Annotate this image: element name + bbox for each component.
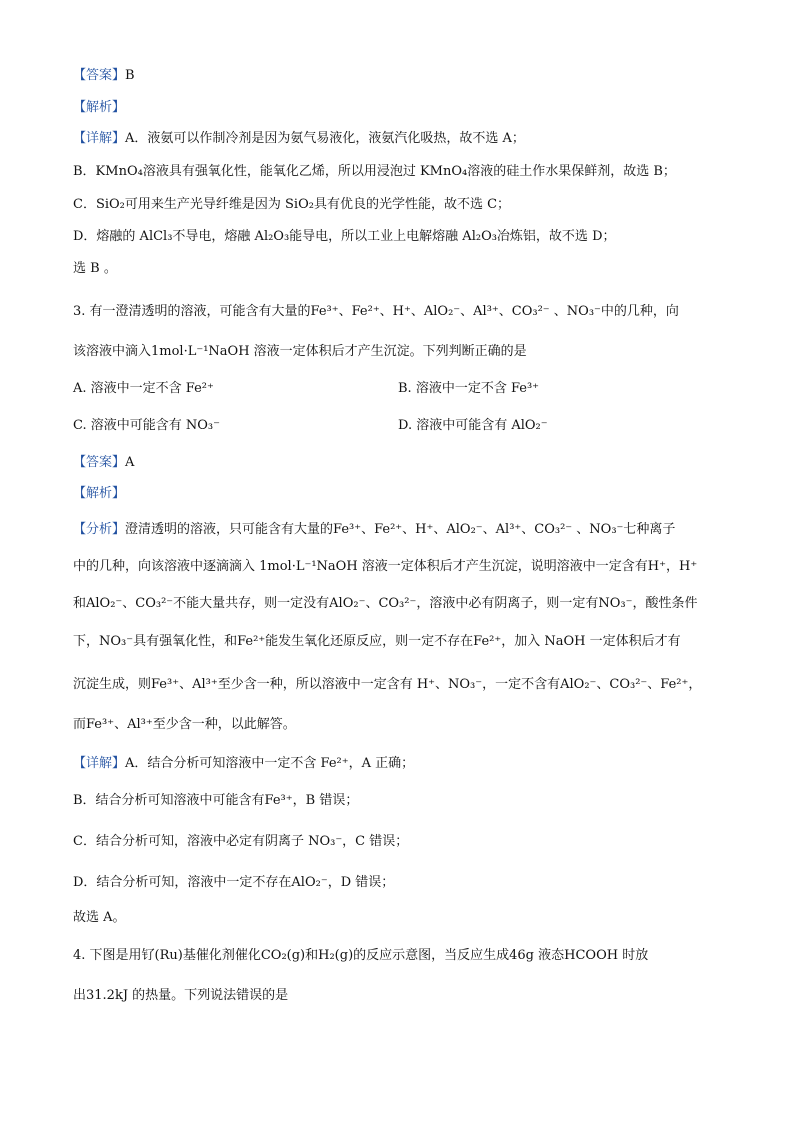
answer-tag: 【答案】	[73, 68, 126, 83]
q3-option-b: B. 溶液中一定不含 Fe³⁺	[398, 381, 540, 396]
q3-option-a: A. 溶液中一定不含 Fe²⁺	[73, 381, 214, 396]
q2-answer-line	[73, 66, 135, 86]
answer-value: A	[125, 455, 135, 470]
q3-detail-b: B．结合分析可知溶液中可能含有Fe³⁺，B 错误；	[73, 793, 359, 808]
answer-value: B	[125, 68, 135, 83]
fenxi-tag: 【分析】	[73, 522, 126, 537]
detail-a-text: A．液氨可以作制冷剂是因为氨气易液化，液氨汽化吸热，故不选 A；	[125, 131, 525, 146]
detail-tag: 【详解】	[73, 131, 126, 146]
q3-stem-line-1: 3. 有一澄清透明的溶液，可能含有大量的Fe³⁺、Fe²⁺、H⁺、AlO₂⁻、Al³⁺、CO₃²⁻ 、NO₃⁻中的几种，向	[73, 304, 679, 319]
q3-detail-a	[73, 754, 414, 774]
detail-tag: 【详解】	[73, 756, 126, 771]
q2-detail-b: B．KMnO₄溶液具有强氧化性，能氧化乙烯，所以用浸泡过 KMnO₄溶液的硅土作水果保鲜剂，故选 B；	[73, 164, 676, 179]
q2-detail-d: D．熔融的 AlCl₃不导电，熔融 Al₂O₃能导电，所以工业上电解熔融 Al₂O₃冶炼铝，故不选 D；	[73, 229, 616, 244]
q3-fenxi-line-4: 下，NO₃⁻具有强氧化性，和Fe²⁺能发生氧化还原反应，则一定不存在Fe²⁺，加入 NaOH 一定体积后才有	[73, 634, 681, 649]
q3-option-c: C. 溶液中可能含有 NO₃⁻	[73, 418, 220, 433]
q3-stem-line-2: 该溶液中滴入1mol·L⁻¹NaOH 溶液一定体积后才产生沉淀。下列判断正确的是	[73, 344, 527, 359]
q4-stem-line-2: 出31.2kJ 的热量。下列说法错误的是	[73, 988, 289, 1003]
q2-detail-c: C．SiO₂可用来生产光导纤维是因为 SiO₂具有优良的光学性能，故不选 C；	[73, 197, 511, 212]
q3-choice: 故选 A。	[73, 910, 126, 925]
q3-answer-line	[73, 453, 134, 473]
q3-fenxi-line-1	[73, 520, 675, 540]
q3-detail-d: D．结合分析可知，溶液中一定不存在AlO₂⁻，D 错误；	[73, 875, 395, 890]
q3-fenxi-line-5: 沉淀生成，则Fe³⁺、Al³⁺至少含一种，所以溶液中一定含有 H⁺、NO₃⁻，一定不含有AlO₂⁻、CO₃²⁻、Fe²⁺，	[73, 677, 702, 692]
q3-fenxi-line-3: 和AlO₂⁻、CO₃²⁻不能大量共存，则一定没有AlO₂⁻、CO₃²⁻，溶液中必有阴离子，则一定有NO₃⁻，酸性条件	[73, 596, 698, 611]
answer-tag: 【答案】	[73, 455, 126, 470]
q2-choice: 选 B 。	[73, 261, 117, 276]
detail-a-text: A．结合分析可知溶液中一定不含 Fe²⁺，A 正确；	[125, 756, 415, 771]
q3-fenxi-line-2: 中的几种，向该溶液中逐滴滴入 1mol·L⁻¹NaOH 溶液一定体积后才产生沉淀，说明溶液中一定含有H⁺，H⁺	[73, 559, 698, 574]
q3-option-d: D. 溶液中可能含有 AlO₂⁻	[398, 418, 548, 433]
q3-fenxi-line-6: 而Fe³⁺、Al³⁺至少含一种，以此解答。	[73, 717, 296, 732]
q3-detail-c: C．结合分析可知，溶液中必定有阴离子 NO₃⁻，C 错误；	[73, 834, 409, 849]
q2-detail-a	[73, 129, 525, 149]
q2-analysis-tag: 【解析】	[73, 100, 126, 115]
q4-stem-line-1: 4. 下图是用钌(Ru)基催化剂催化CO₂(g)和H₂(g)的反应示意图，当反应生成46g 液态HCOOH 时放	[73, 948, 649, 963]
fenxi-text-1: 澄清透明的溶液，只可能含有大量的Fe³⁺、Fe²⁺、H⁺、AlO₂⁻、Al³⁺、CO₃²⁻ 、NO₃⁻七种离子	[125, 522, 676, 537]
q3-analysis-tag: 【解析】	[73, 486, 126, 501]
